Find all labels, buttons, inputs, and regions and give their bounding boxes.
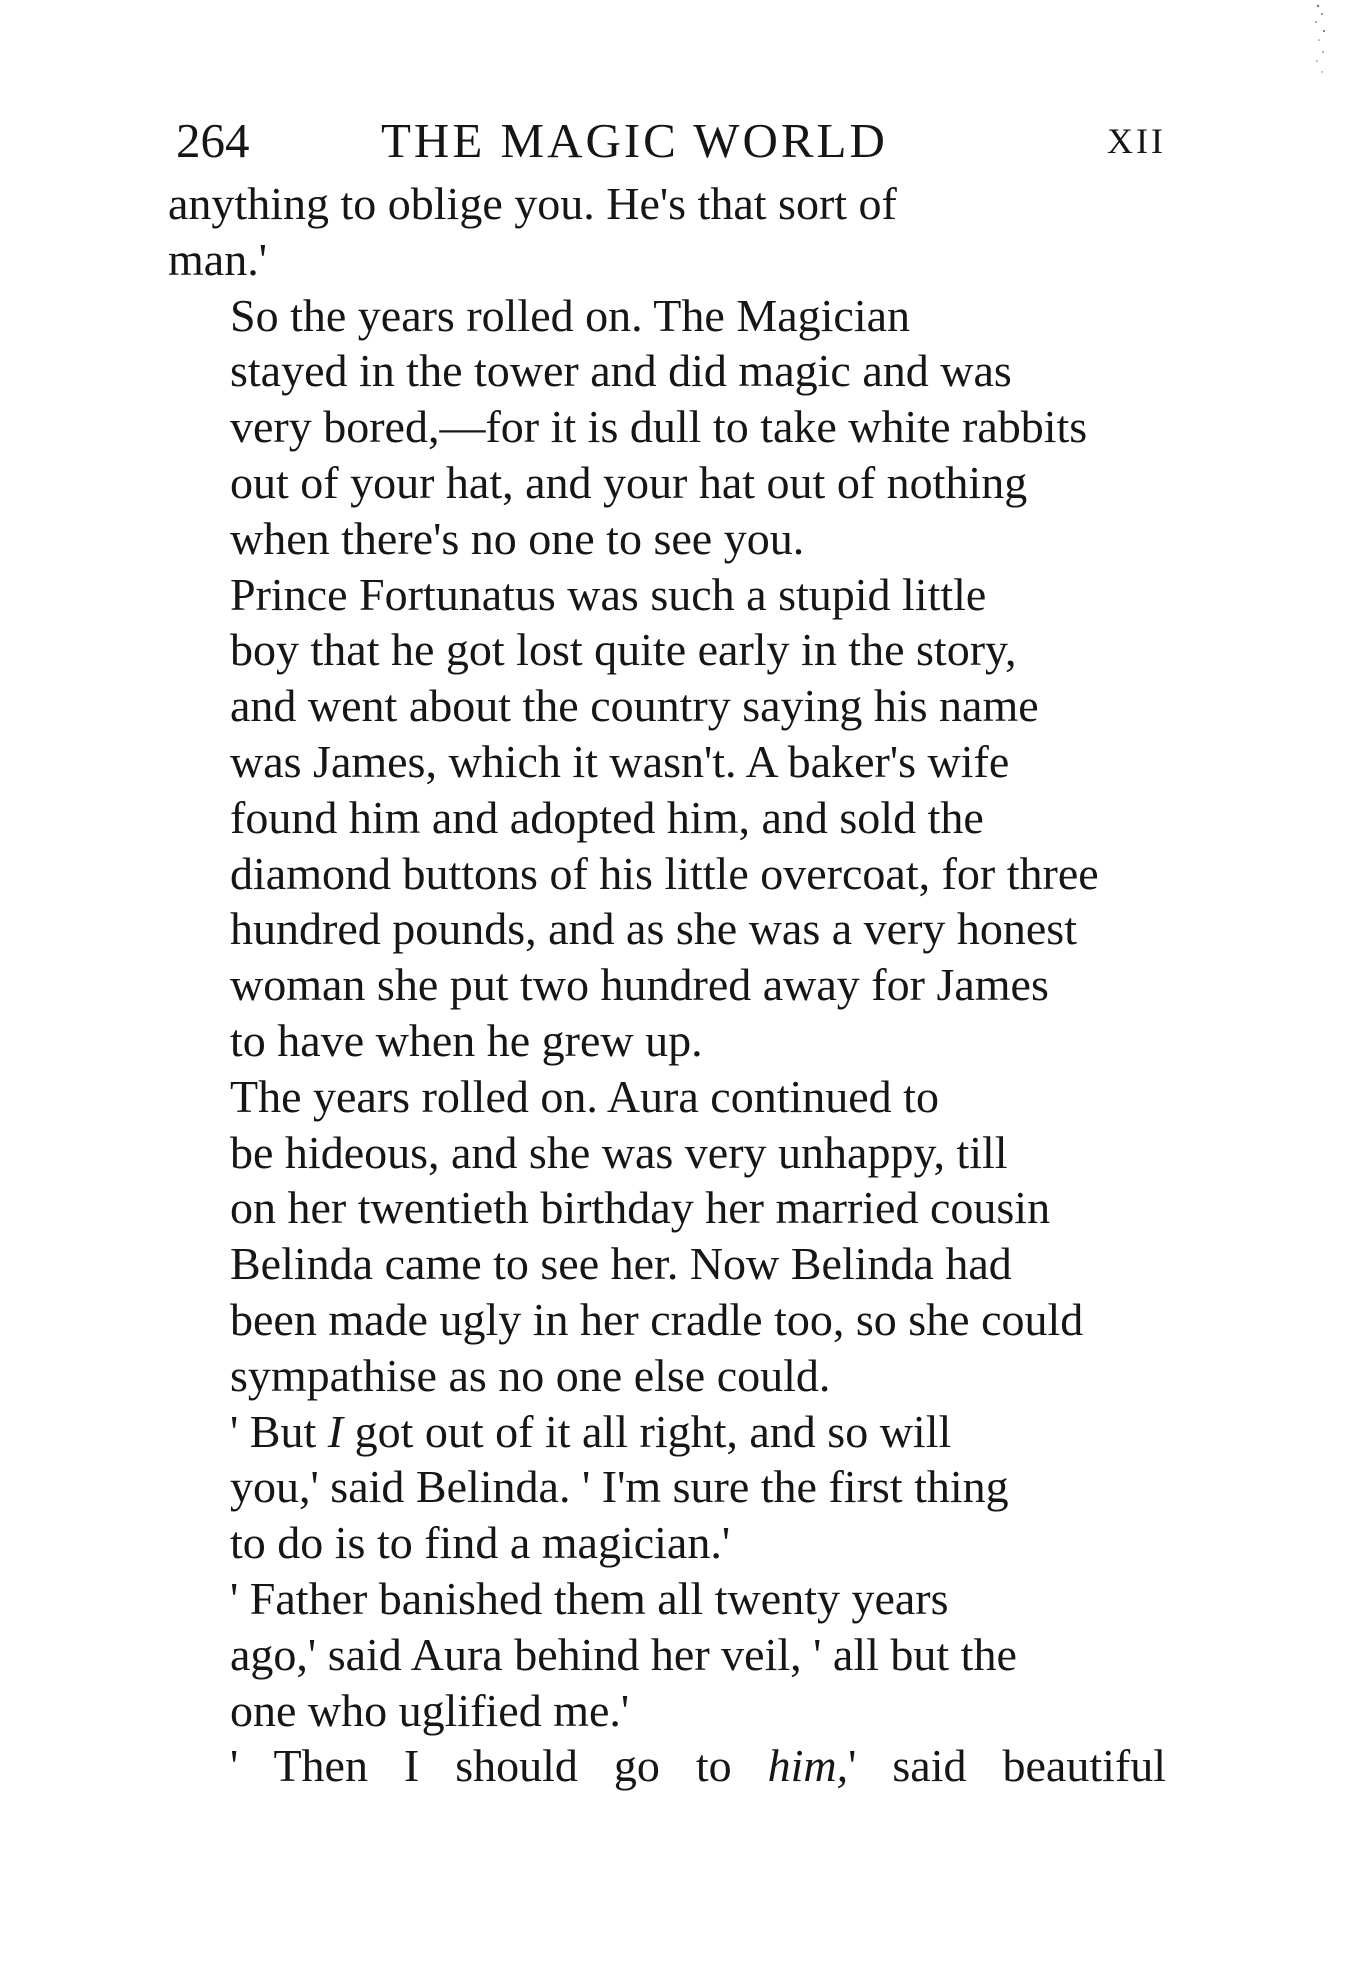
text-line: when there's no one to see you.	[230, 512, 805, 564]
text-line: very bored,—for it is dull to take white rabbits	[230, 401, 1088, 453]
text-line: man.'	[168, 233, 267, 285]
text-line: ' Then I should go to him,' said beautiful	[230, 1740, 1166, 1792]
emphasis-text: him,	[767, 1740, 849, 1792]
text-line: out of your hat, and your hat out of nothing	[230, 456, 1028, 508]
text-line: Prince Fortunatus was such a stupid little	[230, 568, 987, 620]
text-line: been made ugly in her cradle too, so she could	[230, 1293, 1084, 1345]
chapter-number: XII	[1107, 121, 1166, 161]
text-line: Belinda came to see her. Now Belinda had	[230, 1238, 1012, 1290]
book-page	[168, 110, 1166, 1794]
text-line: was James, which it wasn't. A baker's wife	[230, 735, 1010, 787]
text-line: diamond buttons of his little overcoat, for three	[230, 847, 1099, 899]
running-title: THE MAGIC WORLD	[381, 113, 888, 168]
emphasis-text: I	[327, 1405, 344, 1457]
text-line: ' Father banished them all twenty years	[230, 1572, 949, 1624]
text-line: sympathise as no one else could.	[230, 1349, 831, 1401]
text-line: to do is to find a magician.'	[230, 1517, 731, 1569]
text-line: So the years rolled on. The Magician	[230, 289, 911, 341]
running-header	[168, 110, 1166, 172]
text-line: you,' said Belinda. ' I'm sure the first thing	[230, 1461, 1009, 1513]
text-line: ago,' said Aura behind her veil, ' all but the	[230, 1628, 1017, 1680]
paragraph-4	[168, 1069, 1166, 1404]
page-number: 264	[176, 113, 250, 168]
paragraph-7	[168, 1738, 1166, 1794]
margin-specks	[1310, 0, 1332, 100]
paragraph-1	[168, 176, 1166, 288]
paragraph-6	[168, 1571, 1166, 1738]
text-line: The years rolled on. Aura continued to	[230, 1070, 939, 1122]
text-line: on her twentieth birthday her married cousin	[230, 1182, 1051, 1234]
text-line: stayed in the tower and did magic and was	[230, 345, 1012, 397]
text-line: found him and adopted him, and sold the	[230, 791, 984, 843]
text-line: woman she put two hundred away for James	[230, 959, 1049, 1011]
body-text	[168, 176, 1166, 1794]
paragraph-5	[168, 1404, 1166, 1571]
text-line: and went about the country saying his name	[230, 680, 1039, 732]
text-line: boy that he got lost quite early in the story,	[230, 624, 1017, 676]
text-line: be hideous, and she was very unhappy, till	[230, 1126, 1008, 1178]
text-line: one who uglified me.'	[230, 1684, 630, 1736]
text-line: to have when he grew up.	[230, 1014, 703, 1066]
text-line: anything to oblige you. He's that sort of	[168, 178, 897, 229]
paragraph-3	[168, 567, 1166, 1069]
text-line: ' But I got out of it all right, and so will	[230, 1405, 952, 1457]
paragraph-2	[168, 288, 1166, 567]
text-line: hundred pounds, and as she was a very honest	[230, 903, 1077, 955]
